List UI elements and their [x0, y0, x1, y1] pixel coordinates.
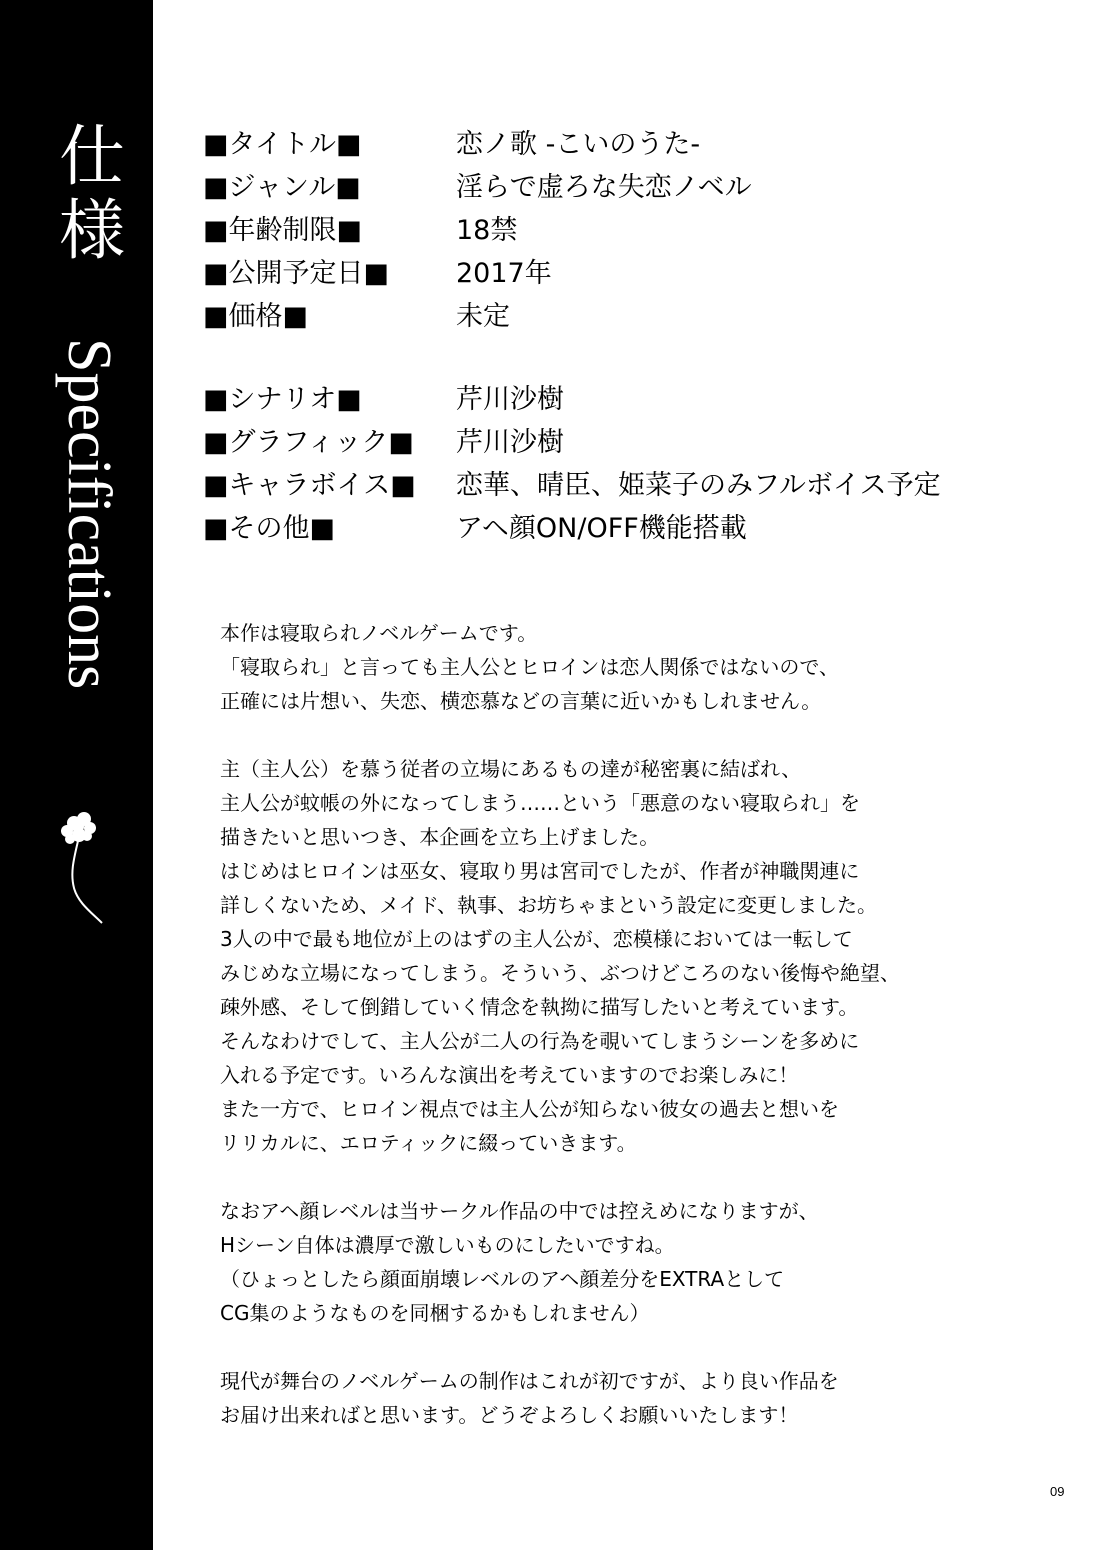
text-line: 「寝取られ」と言っても主人公とヒロインは恋人関係ではないので、 — [220, 655, 839, 679]
spec-label: ■タイトル■ — [203, 129, 362, 160]
paragraph-notes — [220, 1194, 1080, 1330]
spec-label: ■年齢制限■ — [203, 215, 363, 246]
spec-row — [203, 206, 1063, 249]
spec-group-staff — [203, 375, 1063, 547]
spec-value: 恋ノ歌 -こいのうた- — [456, 129, 701, 160]
spec-row — [203, 120, 1063, 163]
paragraph-concept — [220, 752, 1080, 1160]
sidebar-title-en: Specifications — [55, 338, 123, 690]
text-line: 詳しくないため、メイド、執事、お坊ちゃまという設定に変更しました。 — [220, 893, 877, 917]
sidebar — [0, 0, 153, 1550]
spec-label: ■ジャンル■ — [203, 172, 361, 203]
spec-list — [203, 120, 1063, 587]
paragraph-intro — [220, 616, 1080, 718]
text-line: 正確には片想い、失恋、横恋慕などの言葉に近いかもしれません。 — [220, 689, 822, 713]
text-line: はじめはヒロインは巫女、寝取り男は宮司でしたが、作者が神職関連に — [220, 859, 860, 883]
spec-label: ■価格■ — [203, 301, 309, 332]
text-line: （ひょっとしたら顔面崩壊レベルのアヘ顔差分をEXTRAとして — [220, 1267, 785, 1291]
text-line: そんなわけでして、主人公が二人の行為を覗いてしまうシーンを多めに — [220, 1029, 860, 1053]
text-line: リリカルに、エロティックに綴っていきます。 — [220, 1131, 637, 1155]
spec-row — [203, 249, 1063, 292]
spec-value: 淫らで虚ろな失恋ノベル — [456, 172, 752, 203]
spec-value: 恋華、晴臣、姫菜子のみフルボイス予定 — [456, 470, 941, 501]
spec-label: ■その他■ — [203, 513, 336, 544]
spec-label: ■シナリオ■ — [203, 384, 362, 415]
description-text — [220, 616, 1080, 1466]
page-number: 09 — [1050, 1484, 1065, 1499]
text-line: 入れる予定です。いろんな演出を考えていますのでお楽しみに！ — [220, 1063, 799, 1087]
text-line: Hシーン自体は濃厚で激しいものにしたいですね。 — [220, 1233, 675, 1257]
text-line: みじめな立場になってしまう。そういう、ぶつけどころのない後悔や絶望、 — [220, 961, 900, 985]
text-line: 主（主人公）を慕う従者の立場にあるもの達が秘密裏に結ばれ、 — [220, 757, 802, 781]
text-line: 本作は寝取られノベルゲームです。 — [220, 621, 538, 645]
text-line: お届け出来ればと思います。どうぞよろしくお願いいたします！ — [220, 1403, 799, 1427]
spec-value: 2017年 — [456, 258, 552, 289]
spec-value: 未定 — [456, 301, 510, 332]
spec-row — [203, 163, 1063, 206]
spec-value: 芹川沙樹 — [456, 384, 564, 415]
text-line: 現代が舞台のノベルゲームの制作はこれが初ですが、より良い作品を — [220, 1369, 839, 1393]
spec-row — [203, 504, 1063, 547]
spec-row — [203, 292, 1063, 335]
text-line: 3人の中で最も地位が上のはずの主人公が、恋模様においては一転して — [220, 927, 853, 951]
spec-label: ■キャラボイス■ — [203, 470, 416, 501]
spec-row — [203, 461, 1063, 504]
sidebar-title-char: 仕 — [59, 118, 125, 195]
spec-value: アヘ顔ON/OFF機能搭載 — [456, 513, 747, 544]
text-line: 主人公が蚊帳の外になってしまう……という「悪意のない寝取られ」を — [220, 791, 860, 815]
flower-icon — [52, 803, 112, 928]
text-line: 描きたいと思いつき、本企画を立ち上げました。 — [220, 825, 660, 849]
text-line: 疎外感、そして倒錯していく情念を執拗に描写したいと考えています。 — [220, 995, 859, 1019]
text-line: なおアヘ顔レベルは当サークル作品の中では控えめになりますが、 — [220, 1199, 819, 1223]
spec-row — [203, 418, 1063, 461]
spec-label: ■公開予定日■ — [203, 258, 390, 289]
spec-label: ■グラフィック■ — [203, 427, 414, 458]
sidebar-title-char: 様 — [59, 192, 125, 269]
spec-value: 18禁 — [456, 215, 518, 246]
paragraph-closing — [220, 1364, 1080, 1432]
text-line: CG集のようなものを同梱するかもしれません） — [220, 1301, 650, 1325]
spec-group-product — [203, 120, 1063, 335]
spec-value: 芹川沙樹 — [456, 427, 564, 458]
sidebar-title-jp — [56, 120, 128, 268]
spec-row — [203, 375, 1063, 418]
text-line: また一方で、ヒロイン視点では主人公が知らない彼女の過去と想いを — [220, 1097, 839, 1121]
